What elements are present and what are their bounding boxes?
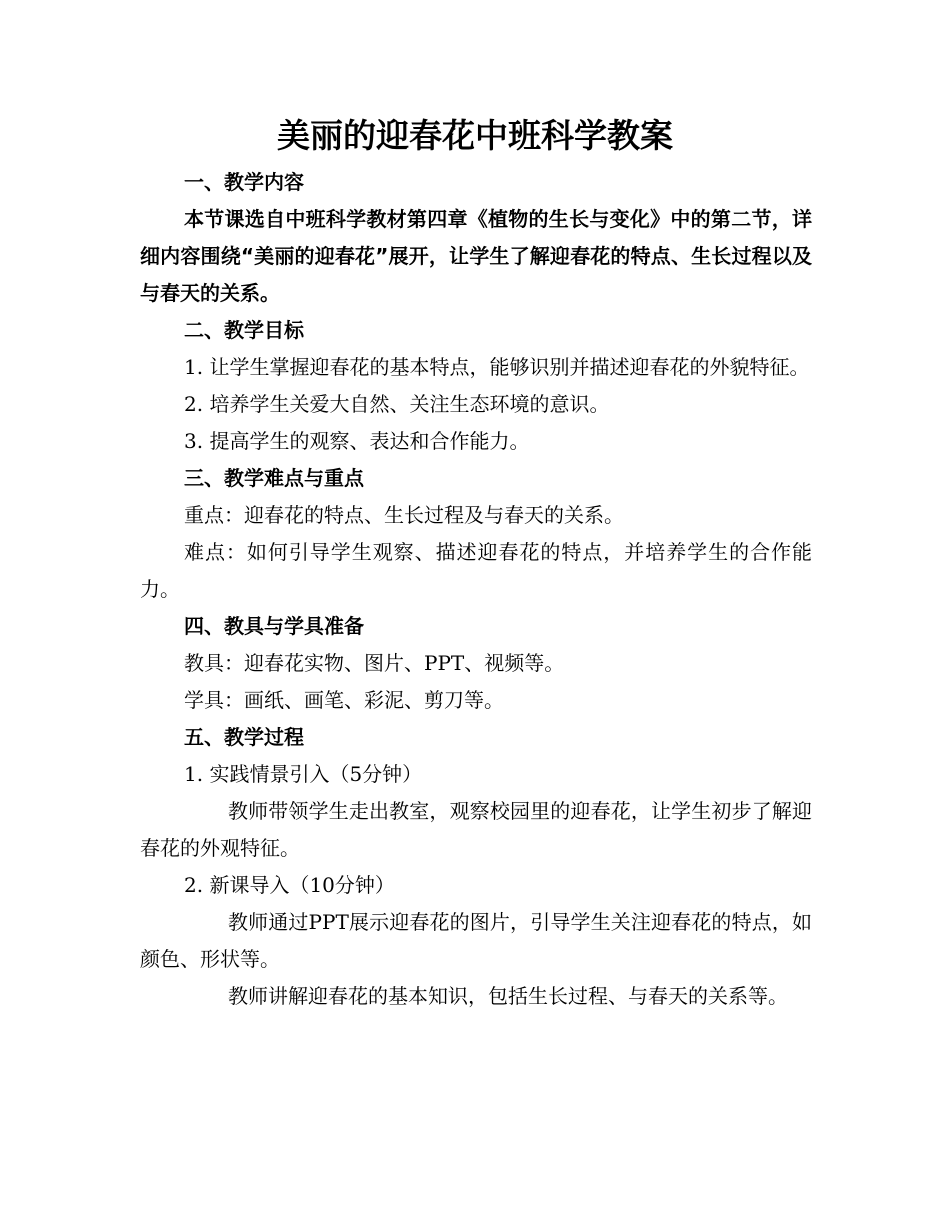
section-heading-teaching-process: 五、教学过程 [184,725,304,749]
document-body [140,164,812,1015]
process-step-2-heading: 2. 新课导入（10分钟） [184,873,395,897]
key-point-paragraph: 重点：迎春花的特点、生长过程及与春天的关系。 [184,503,624,527]
teacher-aids-paragraph: 教具：迎春花实物、图片、PPT、视频等。 [184,651,565,675]
process-step-2-paragraph-1: 教师通过PPT展示迎春花的图片，引导学生关注迎春花的特点，如颜色、形状等。 [140,910,812,971]
process-step-1-heading: 1. 实践情景引入（5分钟） [184,762,423,786]
difficult-point-paragraph: 难点：如何引导学生观察、描述迎春花的特点，并培养学生的合作能力。 [140,540,812,601]
section-heading-teaching-aids: 四、教具与学具准备 [184,614,364,638]
section-heading-teaching-content: 一、教学内容 [184,170,304,194]
section-heading-key-difficult-points: 三、教学难点与重点 [184,466,364,490]
section-heading-teaching-goals: 二、教学目标 [184,318,304,342]
goal-item-2: 2. 培养学生关爱大自然、关注生态环境的意识。 [184,392,610,416]
process-step-1-paragraph: 教师带领学生走出教室，观察校园里的迎春花，让学生初步了解迎春花的外观特征。 [140,799,812,860]
teaching-content-paragraph: 本节课选自中班科学教材第四章《植物的生长与变化》中的第二节，详细内容围绕“美丽的迎春花”展开，让学生了解迎春花的特点、生长过程以及与春天的关系。 [140,207,812,305]
goal-item-3: 3. 提高学生的观察、表达和合作能力。 [184,429,530,453]
document-title: 美丽的迎春花中班科学教案 [277,116,673,155]
goal-item-1: 1. 让学生掌握迎春花的基本特点，能够识别并描述迎春花的外貌特征。 [184,355,810,379]
process-step-2-paragraph-2: 教师讲解迎春花的基本知识，包括生长过程、与春天的关系等。 [228,984,788,1008]
student-aids-paragraph: 学具：画纸、画笔、彩泥、剪刀等。 [184,688,504,712]
